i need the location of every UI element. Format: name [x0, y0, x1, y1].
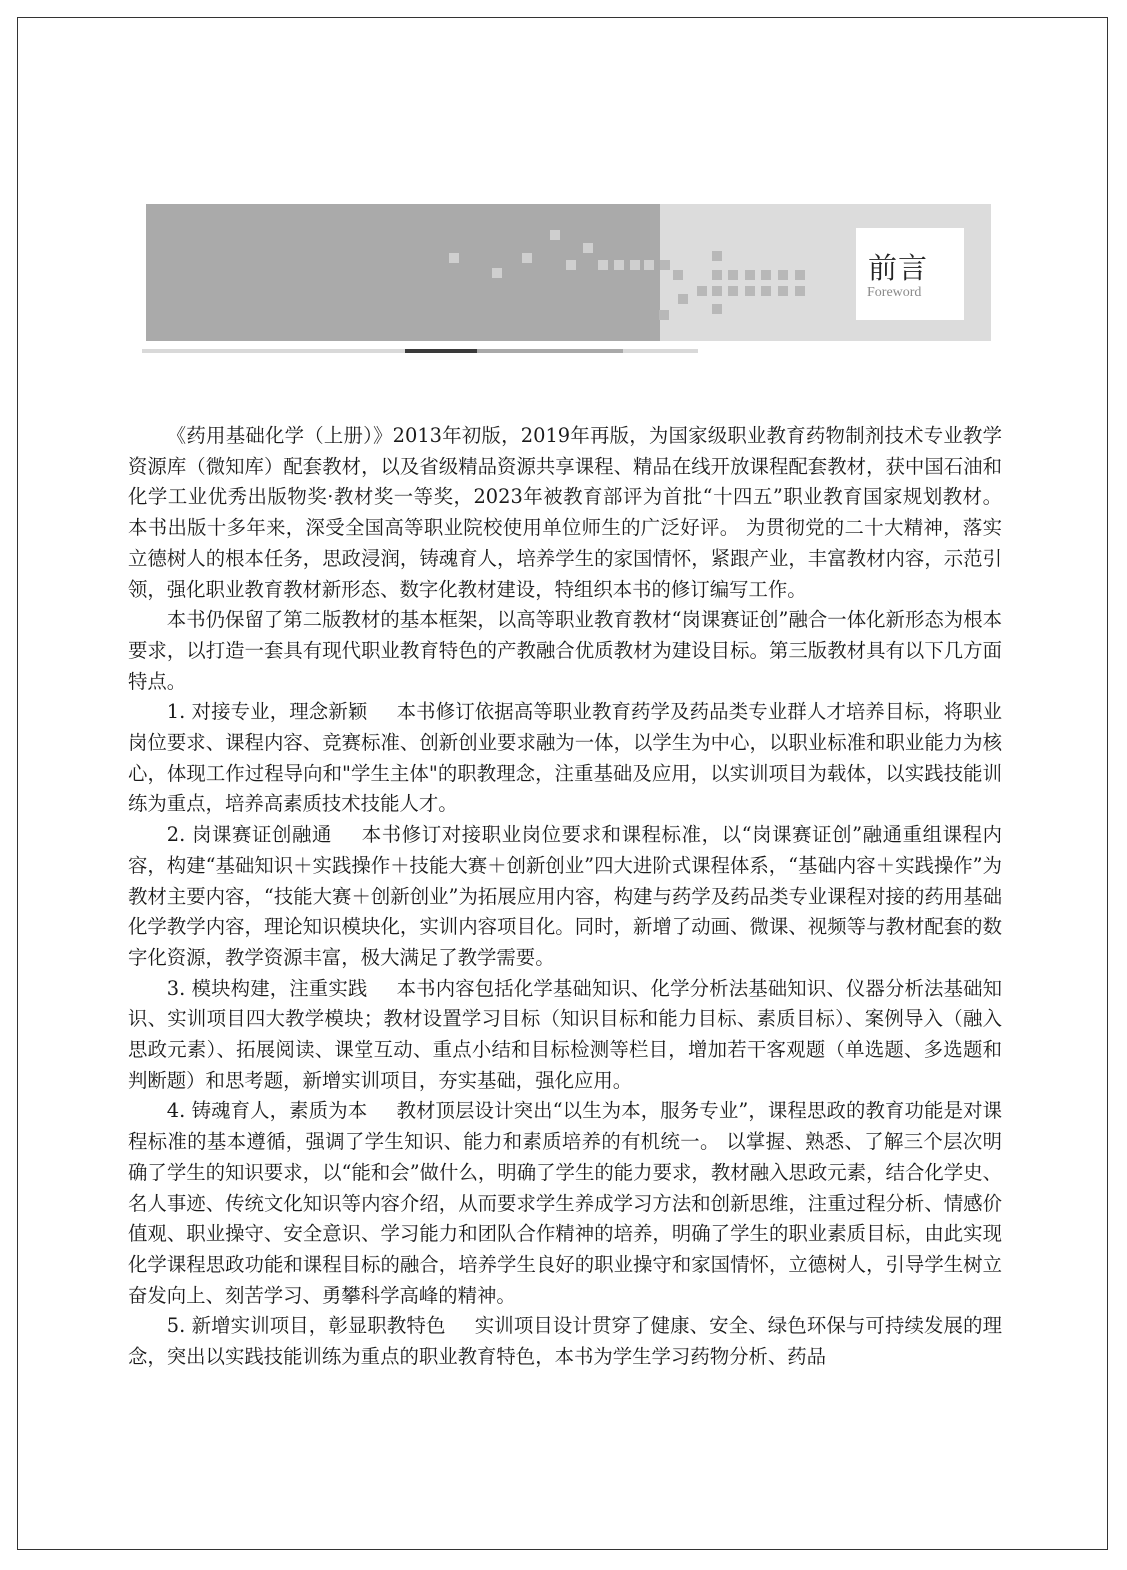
paragraph-text: 教材顶层设计突出“以生为本，服务专业”，课程思政的教育功能是对课程标准的基本遵循，强调了学生知识、能力和素质培养的有机统一。 以掌握、熟悉、了解三个层次明确了学生的知识要求，以“能和会”做什么，明确了学生的能力要求，教材融入思政元素，结合化学史、名人事迹、传统文化知识等内容介绍，从而要求学生养成学习方法和创新思维，注重过程分析、情感价值观、职业操守、安全意识、学习能力和团队合作精神的培养，明确了学生的职业素质目标，由此实现化学课程思政功能和课程目标的融合，培养学生良好的职业操守和家国情怀，立德树人，引导学生树立奋发向上、刻苦学习、勇攀科学高峰的精神。	[128, 1099, 1002, 1307]
divider-rule	[142, 349, 405, 353]
paragraph-text: 本书内容包括化学基础知识、化学分析法基础知识、仪器分析法基础知识、实训项目四大教学模块；教材设置学习目标（知识目标和能力目标、素质目标）、案例导入（融入思政元素）、拓展阅读、课堂互动、重点小结和目标检测等栏目，增加若干客观题（单选题、多选题和判断题）和思考题，新增实训项目，夯实基础，强化应用。	[128, 976, 1003, 1092]
decor-square	[712, 251, 722, 261]
decor-square	[630, 260, 640, 270]
decor-square	[795, 270, 805, 280]
decor-square	[522, 253, 532, 263]
divider-rule	[623, 349, 698, 353]
decor-square	[566, 260, 576, 270]
title-box	[856, 228, 964, 320]
decor-square	[660, 260, 670, 270]
feature-heading: 1. 对接专业，理念新颖	[166, 700, 368, 724]
paragraph-text: 本书修订依据高等职业教育药学及药品类专业群人才培养目标，将职业岗位要求、课程内容、竞赛标准、创新创业要求融为一体，以学生为中心，以职业标准和职业能力为核心，体现工作过程导向和"学生主体"的职教理念，注重基础及应用，以实训项目为载体，以实践技能训练为重点，培养高素质技术技能人才。	[128, 700, 1003, 816]
decor-square	[778, 286, 788, 296]
decor-square	[673, 270, 683, 280]
decor-square	[712, 270, 722, 280]
page-title: 前言	[868, 251, 929, 285]
decor-square	[449, 253, 459, 263]
divider-rule-accent	[405, 349, 477, 353]
decor-square	[728, 270, 738, 280]
decor-square	[583, 243, 593, 253]
decor-square	[728, 286, 738, 296]
divider-rule	[477, 349, 623, 353]
decor-square	[492, 268, 502, 278]
feature-heading: 3. 模块构建，注重实践	[166, 976, 368, 1000]
decor-square	[598, 260, 608, 270]
decor-square	[795, 286, 805, 296]
decor-square	[659, 310, 669, 320]
feature-heading: 4. 铸魂育人，素质为本	[166, 1099, 368, 1123]
paragraph-framework	[128, 605, 1002, 697]
decor-square	[697, 286, 707, 296]
feature-heading: 5. 新增实训项目，彰显职教特色	[166, 1314, 446, 1338]
paragraph-feature-5	[128, 1311, 1002, 1372]
paragraph-feature-1	[128, 697, 1002, 820]
paragraph-intro	[128, 421, 1002, 605]
decor-square	[550, 230, 560, 240]
decor-square	[614, 260, 624, 270]
decor-square	[678, 294, 688, 304]
decor-square	[745, 270, 755, 280]
foreword-body	[128, 421, 1002, 1373]
paragraph-text: 本书仍保留了第二版教材的基本框架，以高等职业教育教材“岗课赛证创”融合一体化新形态为根本要求，以打造一套具有现代职业教育特色的产教融合优质教材为建设目标。第三版教材具有以下几方面特点。	[128, 608, 1002, 693]
paragraph-feature-3	[128, 974, 1002, 1097]
page-subtitle: Foreword	[867, 285, 922, 300]
paragraph-feature-2	[128, 820, 1002, 974]
decor-square	[712, 286, 722, 296]
decor-square	[712, 304, 722, 314]
decor-square	[778, 270, 788, 280]
paragraph-text: 本书修订对接职业岗位要求和课程标准，以“岗课赛证创”融通重组课程内容，构建“基础知识＋实践操作＋技能大赛＋创新创业”四大进阶式课程体系，“基础内容＋实践操作”为教材主要内容，“技能大赛＋创新创业”为拓展应用内容，构建与药学及药品类专业课程对接的药用基础化学教学内容，理论知识模块化，实训内容项目化。同时，新增了动画、微课、视频等与教材配套的数字化资源，教学资源丰富，极大满足了教学需要。	[128, 823, 1002, 969]
banner-dark-panel	[146, 204, 660, 341]
decor-square	[644, 260, 654, 270]
paragraph-text: 实训项目设计贯穿了健康、安全、绿色环保与可持续发展的理念，突出以实践技能训练为重点的职业教育特色，本书为学生学习药物分析、药品	[128, 1314, 1002, 1369]
decor-square	[761, 286, 771, 296]
feature-heading: 2. 岗课赛证创融通	[166, 823, 333, 847]
decor-square	[761, 270, 771, 280]
decor-square	[745, 286, 755, 296]
paragraph-text: 《药用基础化学（上册）》2013年初版，2019年再版，为国家级职业教育药物制剂技术专业教学资源库（微知库）配套教材，以及省级精品资源共享课程、精品在线开放课程配套教材，获中国石油和化学工业优秀出版物奖·教材奖一等奖，2023年被教育部评为首批“十四五”职业教育国家规划教材。 本书出版十多年来，深受全国高等职业院校使用单位师生的广泛好评。 为贯彻党的二十大精神，落实立德树人的根本任务，思政浸润，铸魂育人，培养学生的家国情怀，紧跟产业，丰富教材内容，示范引领，强化职业教育教材新形态、数字化教材建设，特组织本书的修订编写工作。	[128, 424, 1002, 601]
paragraph-feature-4	[128, 1096, 1002, 1311]
